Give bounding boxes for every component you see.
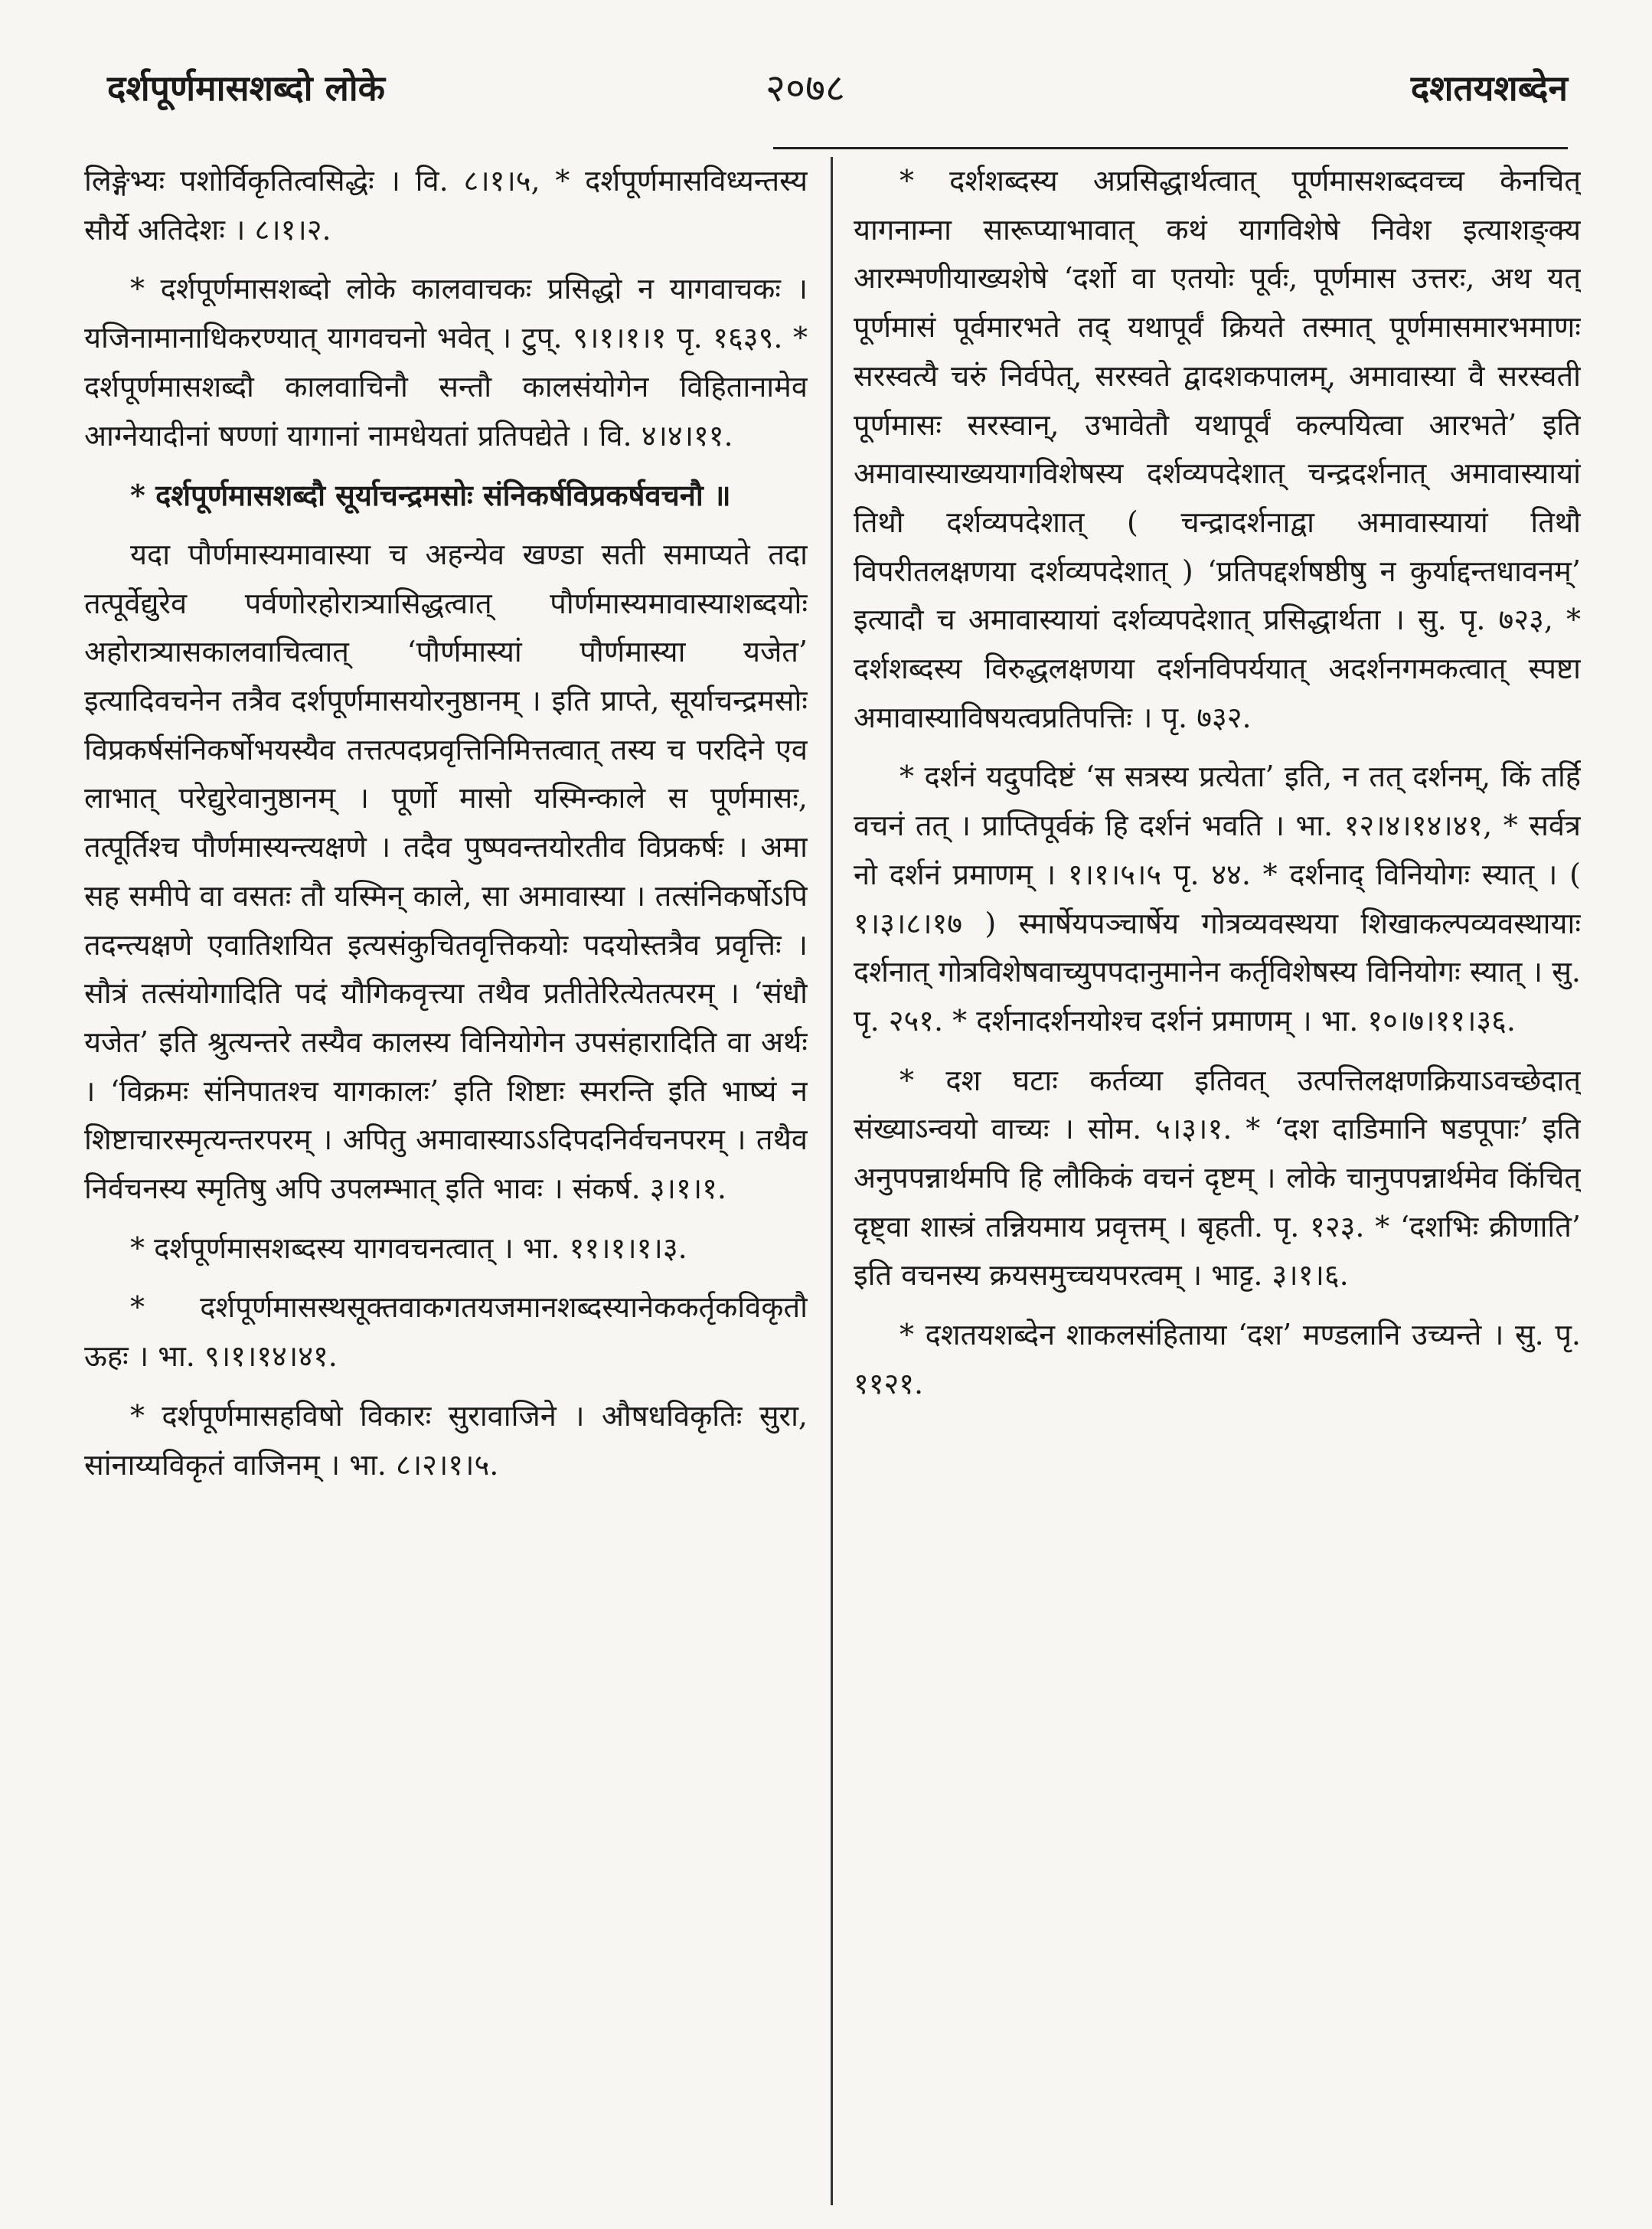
entry-paragraph: यदा पौर्णमास्यमावास्या च अहन्येव खण्डा सती समाप्यते तदा तत्पूर्वेद्युरेव पर्वणोरहोरात्र्यासिद्धत्वात् पौर्णमास्यमावास्याशब्दयोः अहोरात्र्यासकालवाचित्वात् ‘पौर्णमास्यां पौर्णमास्या यजेत’ इत्यादिवचनेन तत्रैव दर्शपूर्णमासयोरनुष्ठानम् । इति प्राप्ते, सूर्याचन्द्रमसोः विप्रकर्षसंनिकर्षोभयस्यैव तत्तत्पदप्रवृत्तिनिमित्तत्वात् तस्य च परदिने एव लाभात् परेद्युरेवानुष्ठानम् । पूर्णो मासो यस्मिन्काले स पूर्णमासः, तत्पूर्तिश्च पौर्णमास्यन्त्यक्षणे । तदैव पुष्पवन्तयोरतीव विप्रकर्षः । अमा सह समीपे वा वसतः तौ यस्मिन् काले, सा अमावास्या । तत्संनिकर्षोऽपि तदन्त्यक्षणे एवातिशयित इत्यसंकुचितवृत्तिकयोः पदयोस्तत्रैव प्रवृत्तिः । सौत्रं तत्संयोगादिति पदं यौगिकवृत्त्या तथैव प्रतीतेरित्येतत्परम् । ‘संधौ यजेत’ इति श्रुत्यन्तरे तस्यैव कालस्य विनियोगेन उपसंहारादिति वा अर्थः । ‘विक्रमः संनिपातश्च यागकालः’ इति शिष्टाः स्मरन्ति इति भाष्यं न शिष्टाचारस्मृत्यन्तरपरम् । अपितु अमावास्याऽऽदिपदनिर्वचनपरम् । तथैव निर्वचनस्य स्मृतिषु अपि उपलम्भात् इति भावः । संकर्ष. ३।१।१. (84, 537, 808, 1206)
entry-paragraph: * दर्शशब्दस्य अप्रसिद्धार्थत्वात् पूर्णमासशब्दवच्च केनचित् यागनाम्ना सारूप्याभावात् कथं यागविशेषे निवेश इत्याशङ्क्य आरम्भणीयाख्यशेषे ‘दर्शो वा एतयोः पूर्वः, पूर्णमास उत्तरः, अथ यत् पूर्णमासं पूर्वमारभते तद् यथापूर्वं क्रियते तस्मात् पूर्णमासमारभमाणः सरस्वत्यै चरुं निर्वपेत्, सरस्वते द्वादशकपालम्, अमावास्या वै सरस्वती पूर्णमासः सरस्वान्, उभावेतौ यथापूर्वं कल्पयित्वा आरभते’ इति अमावास्याख्ययागविशेषस्य दर्शव्यपदेशात् चन्द्रदर्शनात् अमावास्यायां तिथौ दर्शव्यपदेशात् ( चन्द्रादर्शनाद्वा अमावास्यायां तिथौ विपरीतलक्षणया दर्शव्यपदेशात् ) ‘प्रतिपद्दर्शषष्ठीषु न कुर्याद्दन्तधावनम्’ इत्यादौ च अमावास्यायां दर्शव्यपदेशात् प्रसिद्धार्थता । सु. पृ. ७२३, * दर्शशब्दस्य विरुद्धलक्षणया दर्शनविपर्ययात् अदर्शनगमकत्वात् स्पष्टा अमावास्याविषयत्वप्रतिपत्तिः । पृ. ७३२. (854, 164, 1581, 734)
header-rule (773, 147, 1568, 149)
header-left-keyword: दर्शपूर्णमासशब्दो लोके (107, 67, 385, 109)
entry-paragraph: * दर्शपूर्णमासहविषो विकारः सुरावाजिने । औषधविकृतिः सुरा, सांनाय्यविकृतं वाजिनम् । भा. ८।२।१।५. (84, 1398, 808, 1482)
page-header (77, 46, 1568, 130)
header-right-keyword: दशतयशब्देन (1410, 67, 1568, 109)
entry-paragraph: * दर्शनं यदुपदिष्टं ‘स सत्रस्य प्रत्येता’ इति, न तत् दर्शनम्, किं तर्हि वचनं तत् । प्राप्तिपूर्वकं हि दर्शनं भवति । भा. १२।४।१४।४१, * सर्वत्र नो दर्शनं प्रमाणम् । १।१।५।५ पृ. ४४. * दर्शनाद् विनियोगः स्यात् । ( १।३।८।१७ ) स्मार्षेयपञ्चार्षेय गोत्रव्यवस्थया शिखाकल्पव्यवस्थायाः दर्शनात् गोत्रविशेषवाच्युपपदानुमानेन कर्तृविशेषस्य विनियोगः स्यात् । सु. पृ. २५१. * दर्शनादर्शनयोश्च दर्शनं प्रमाणम् । भा. १०।७।११।३६. (854, 760, 1581, 1038)
entry-paragraph: * दर्शपूर्णमासशब्दो लोके कालवाचकः प्रसिद्धो न यागवाचकः । यजिनामानाधिकरण्यात् यागवचनो भवेत् । टुप्. ९।१।१।१ पृ. १६३९. * दर्शपूर्णमासशब्दौ कालवाचिनौ सन्तौ कालसंयोगेन विहितानामेव आग्नेयादीनां षण्णां यागानां नामधेयतां प्रतिपद्येते । वि. ४।४।११. (84, 272, 808, 453)
entry-paragraph: * दर्शपूर्णमासशब्दस्य यागवचनत्वात् । भा. ११।१।१।३. (130, 1231, 687, 1265)
column-divider (831, 157, 833, 2205)
right-column (854, 157, 1581, 2209)
entry-paragraph: * दश घटाः कर्तव्या इतिवत् उत्पत्तिलक्षणक्रियाऽवच्छेदात् संख्याऽन्वयो वाच्यः । सोम. ५।३।१. * ‘दश दाडिमानि षडपूपाः’ इति अनुपपन्नार्थमपि हि लौकिकं वचनं दृष्टम् । लोके चानुपपन्नार्थमेव किंचित् दृष्ट्वा शास्त्रं तन्नियमाय प्रवृत्तम् । बृहती. पृ. १२३. * ‘दशभिः क्रीणाति’ इति वचनस्य क्रयसमुच्चयपरत्वम् । भाट्ट. ३।१।६. (854, 1063, 1581, 1293)
entry-paragraph: लिङ्गेभ्यः पशोर्विकृतित्वसिद्धेः । वि. ८।१।५, * दर्शपूर्णमासविध्यन्तस्य सौर्ये अतिदेशः । ८।१।२. (84, 164, 808, 247)
entry-paragraph: * दर्शपूर्णमासस्थसूक्तवाकगतयजमानशब्दस्यानेककर्तृकविकृतौ ऊहः । भा. ९।१।१४।४१. (84, 1290, 808, 1374)
left-column (84, 157, 808, 2209)
page-number: २०७८ (766, 66, 845, 110)
entry-paragraph: * दर्शपूर्णमासशब्दौ सूर्याचन्द्रमसोः संनिकर्षविप्रकर्षवचनौ ॥ (130, 478, 731, 513)
entry-paragraph: * दशतयशब्देन शाकलसंहिताया ‘दश’ मण्डलानि उच्यन्ते । सु. पृ. ११२१. (854, 1318, 1581, 1400)
